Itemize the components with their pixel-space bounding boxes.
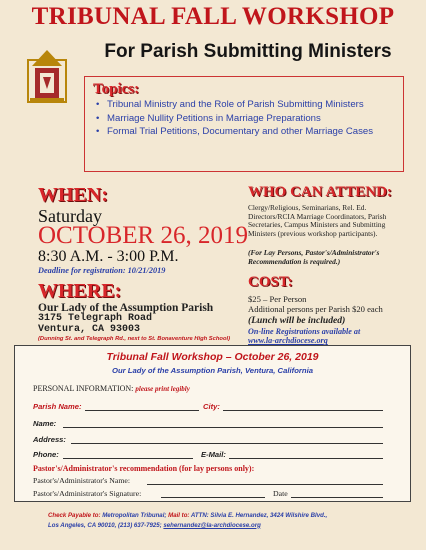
event-time: 8:30 A.M. - 3:00 P.M. [38, 248, 179, 265]
payment-footer [48, 511, 408, 530]
topics-heading: Topics: [93, 81, 140, 97]
list-item: • Tribunal Ministry and the Role of Parish Submitting Ministers [107, 99, 397, 111]
recommendation-heading: Pastor's/Administrator's recommendation (for lay persons only): [33, 464, 255, 473]
admin-signature-label: Pastor's/Administrator's Signature: [33, 489, 142, 498]
personal-info-label: PERSONAL INFORMATION: [33, 384, 134, 393]
date-field[interactable] [291, 497, 383, 498]
who-heading: WHO CAN ATTEND: [248, 184, 392, 200]
address-field[interactable] [71, 443, 383, 444]
admin-name-field[interactable] [147, 484, 383, 485]
venue-street: 3175 Telegraph Road [38, 313, 153, 324]
tribunal-logo-icon [26, 46, 68, 104]
city-label: City: [203, 402, 220, 411]
where-heading: WHERE: [38, 280, 122, 302]
email-field[interactable] [229, 458, 383, 459]
online-registration [248, 327, 418, 345]
admin-signature-field[interactable] [161, 497, 265, 498]
venue-address [38, 314, 152, 335]
list-item: • Formal Trial Petitions, Documentary and other Marriage Cases [107, 126, 397, 138]
who-note: (For Lay Persons, Pastor's/Administrator's Recommendation is required.) [248, 248, 380, 266]
check-label: Check Payable to: [48, 512, 101, 519]
check-value: Metropolitan Tribunal; [102, 512, 167, 519]
topics-list [93, 99, 397, 140]
footer-line-1 [48, 511, 408, 521]
footer-address: Los Angeles, CA 90010, (213) 637-7925; [48, 521, 162, 529]
venue-city: Ventura, CA 93003 [38, 323, 141, 335]
mail-label: Mail to: [168, 512, 190, 519]
lunch-note: (Lunch will be included) [248, 315, 346, 326]
registration-link[interactable]: www.la-archdiocese.org [248, 336, 328, 346]
event-day: Saturday [38, 206, 102, 226]
date-label: Date [273, 489, 288, 498]
personal-info-heading [33, 384, 190, 393]
when-heading: WHEN: [38, 184, 108, 206]
admin-name-label: Pastor's/Administrator's Name: [33, 476, 131, 485]
footer-line-2 [48, 521, 408, 531]
email-label: E-Mail: [201, 450, 226, 459]
online-label: On-line Registrations available at [248, 327, 361, 336]
registration-form [14, 345, 411, 502]
cross-streets: (Dunning St. and Telegraph Rd., next to St. Bonaventure High School) [38, 336, 231, 342]
city-field[interactable] [223, 410, 383, 411]
event-date: OCTOBER 26, 2019 [38, 222, 248, 249]
cost-details [248, 294, 418, 314]
address-label: Address: [33, 435, 66, 444]
flyer-title: TRIBUNAL FALL WORKSHOP [31, 3, 395, 30]
topics-box [84, 76, 404, 172]
who-text: Clergy/Religious, Seminarians, Rel. Ed. Directors/RCIA Marriage Coordinators, Parish Secretaries, Campus Ministers and Submitting Ministers (previous workshop participants). [248, 203, 387, 238]
print-note: please print legibly [135, 385, 190, 393]
cost-per-person: $25 – Per Person [248, 294, 307, 304]
cost-heading: COST: [248, 274, 293, 290]
mail-value: ATTN: Silvia E. Hernandez, 3424 Wilshire Blvd., [190, 512, 328, 519]
form-title: Tribunal Fall Workshop – October 26, 2019 [106, 351, 319, 363]
parish-name-label: Parish Name: [33, 402, 82, 411]
name-field[interactable] [63, 427, 383, 428]
cost-additional: Additional persons per Parish $20 each [248, 304, 383, 314]
phone-label: Phone: [33, 450, 59, 459]
form-subtitle: Our Lady of the Assumption Parish, Ventura, California [111, 366, 314, 375]
name-label: Name: [33, 419, 57, 428]
list-item: • Marriage Nullity Petitions in Marriage Preparations [107, 113, 397, 125]
flyer-subtitle: For Parish Submitting Ministers [104, 41, 392, 62]
venue-name: Our Lady of the Assumption Parish [38, 302, 214, 314]
contact-email-link[interactable]: sehernandez@la-archdiocese.org [163, 521, 261, 529]
parish-name-field[interactable] [85, 410, 199, 411]
phone-field[interactable] [63, 458, 193, 459]
registration-deadline: Deadline for registration: 10/21/2019 [38, 266, 166, 275]
